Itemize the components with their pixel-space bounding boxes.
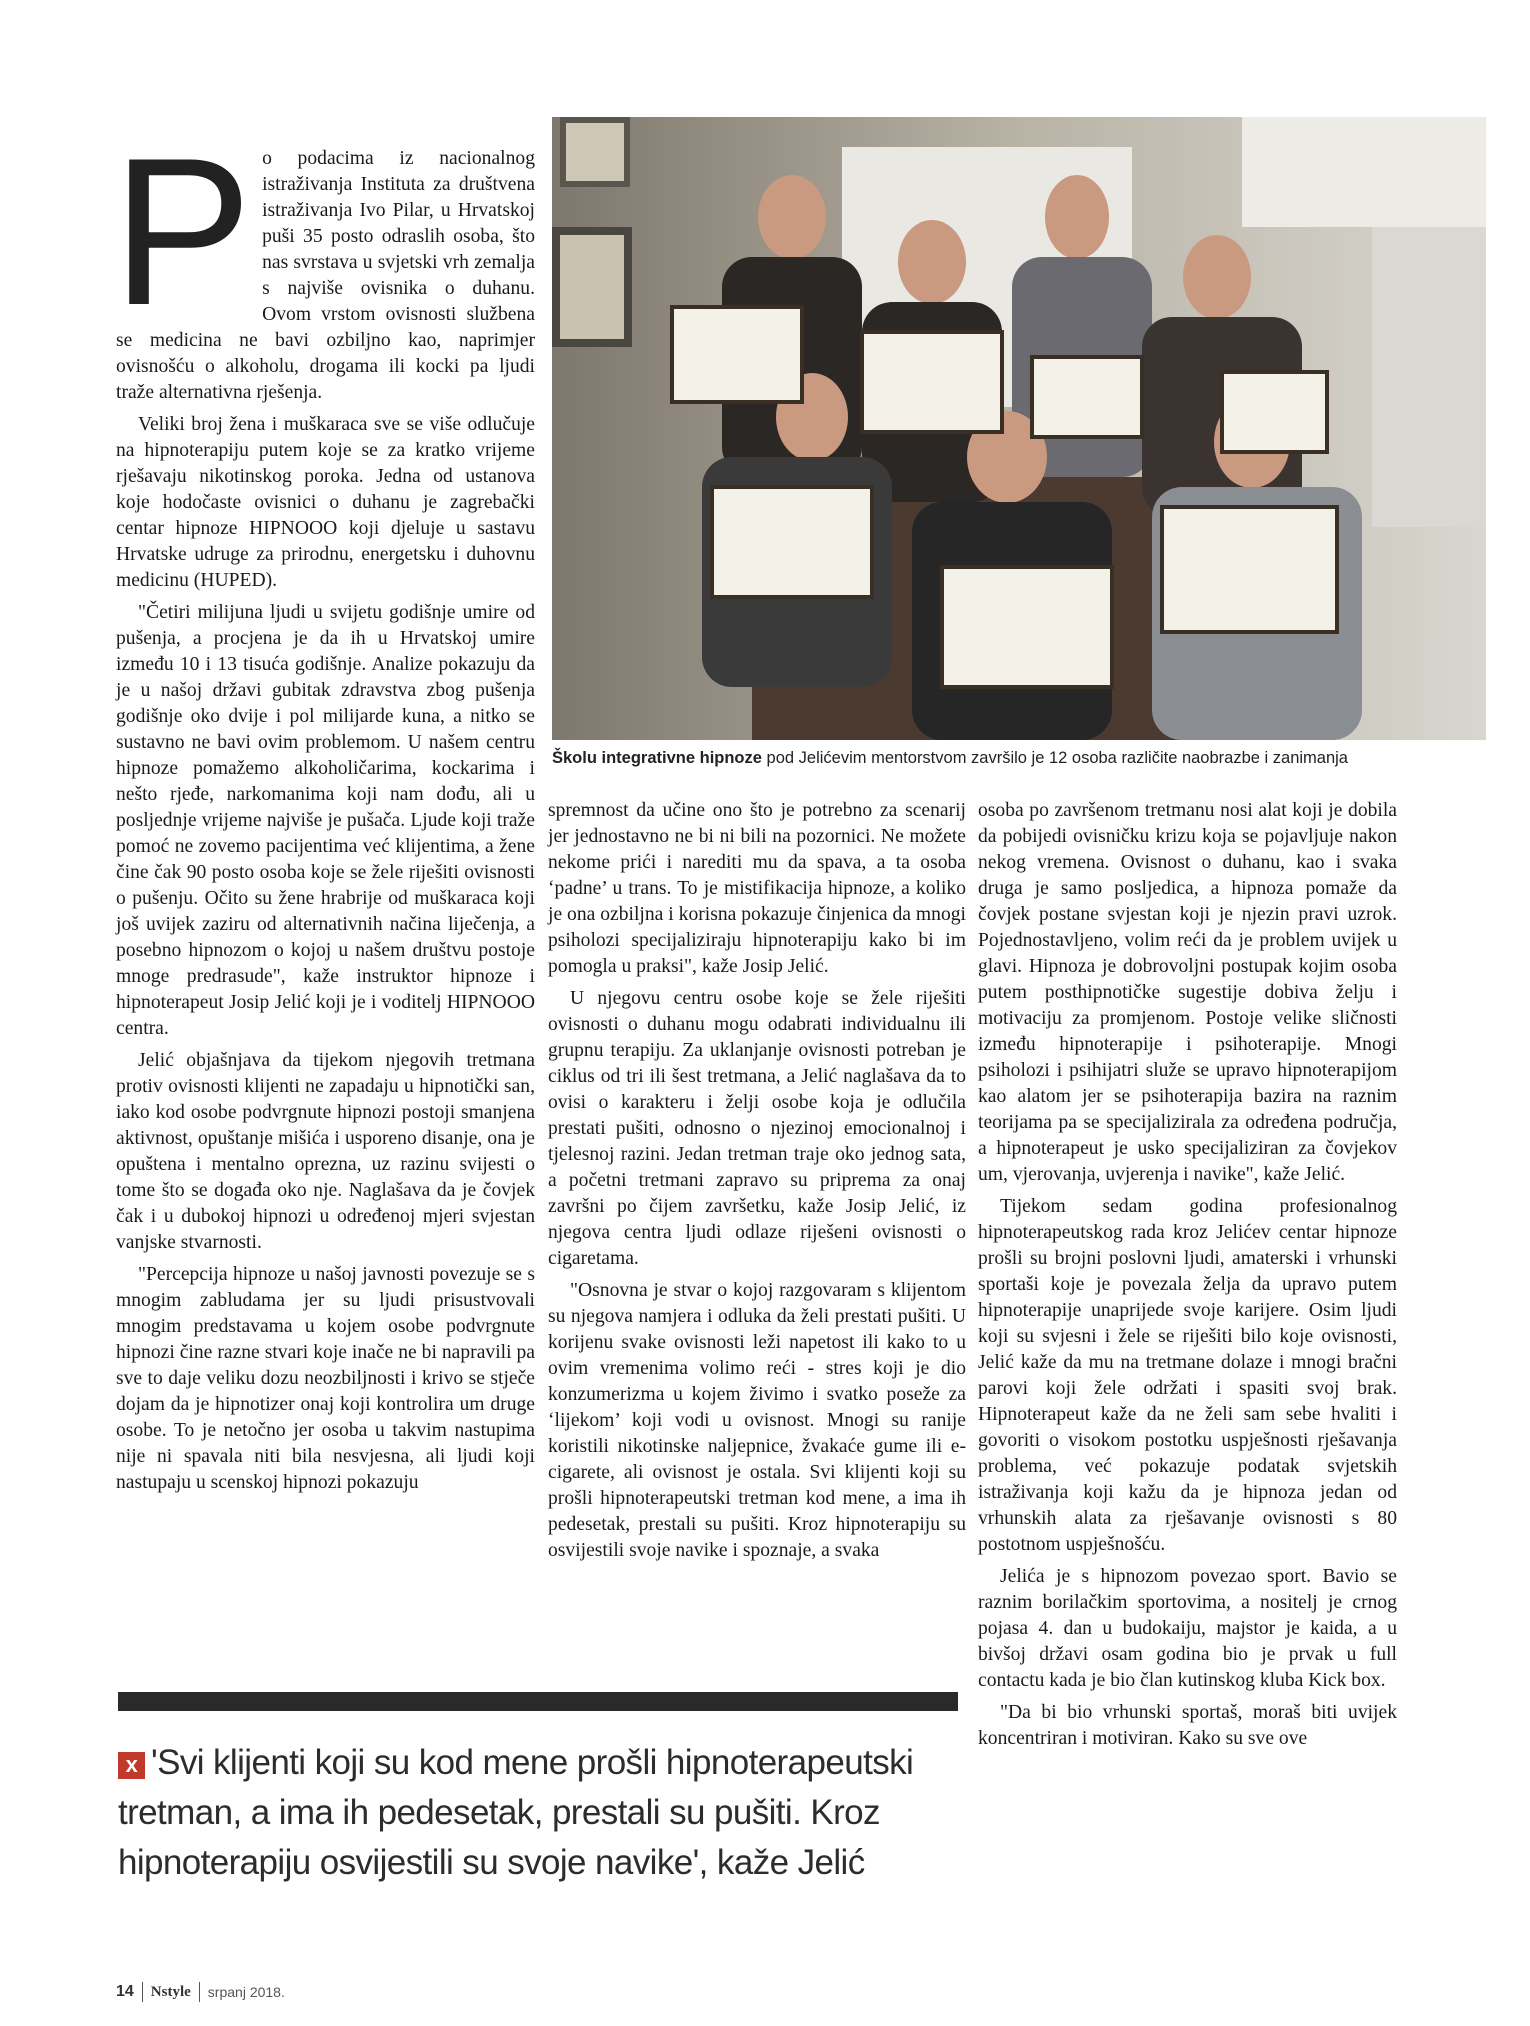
- page-footer: [116, 1981, 285, 2003]
- paragraph: "Da bi bio vrhunski sportaš, moraš biti uvijek koncentriran i motiviran. Kako su sve ove: [978, 1702, 1397, 1749]
- divider: [199, 1982, 200, 2002]
- page-number: 14: [116, 1983, 134, 2000]
- caption-bold: Školu integrativne hipnoze: [552, 749, 762, 767]
- article-column-2: [548, 798, 966, 1570]
- group-photo-with-certificates-icon: [552, 117, 1486, 740]
- issue-date: srpanj 2018.: [207, 1984, 285, 2000]
- paragraph: "Percepcija hipnoze u našoj javnosti povezuje se s mnogim zabludama jer su ljudi prisustvovali mnogim predstavama u kojem osobe podvrgnute hipnozi čine razne stvari koje inače ne bi napravili pa sve to daje veliku dozu neozbiljnosti i krivo se stječe dojam da je hipnotizer onaj koji kontrolira um druge osobe. To je netočno jer osoba u takvim nastupima nije ni spavala niti bila nesvjesna, ali ljudi koji nastupaju u scenskoj hipnozi pokazuju: [116, 1264, 535, 1493]
- paragraph: "Osnovna je stvar o kojoj razgovaram s klijentom su njegova namjera i odluka da želi prestati pušiti. U korijenu svake ovisnosti leži napetost ili kako to u ovim vremenima volimo reći - stres koji je dio konzumerizma u kojem živimo i svatko poseže za ‘lijekom’ koji vodi u ovisnost. Mnogi su ranije koristili nikotinske naljepnice, žvakaće gume ili e-cigarete, ali ovisnost je ostala. Svi klijenti koji su prošli hipnoterapeutski tretman kod mene, a ima ih pedesetak, prestali su pušiti. Kroz hipnoterapiju su osvijestili svoje navike i spoznaje, a svaka: [548, 1280, 966, 1561]
- paragraph: o podacima iz nacionalnog istraživanja Instituta za društvena istraživanja Ivo Pilar, u Hrvatskoj puši 35 posto odraslih osoba, što nas svrstava u svjetski vrh zemalja s najviše ovisnika o duhanu. Ovom vrstom ovisnosti službena se medicina ne bavi ozbiljno kao, naprimjer ovisnošću o alkoholu, drogama ili kocki pa ljudi traže alternativna rješenja.: [116, 148, 535, 403]
- paragraph: "Četiri milijuna ljudi u svijetu godišnje umire od pušenja, a procjena je da ih u Hrvatskoj umire između 10 i 13 tisuća godišnje. Analize pokazuju da je u našoj državi gubitak zdravstva zbog pušenja godišnje oko dvije i pol milijarde kuna, a nitko se sustavno ne bavi ovim problemom. U našem centru hipnoze pomažemo alkoholičarima, kockarima i nešto rjeđe, narkomanima koji nam dođu, ali u posljednje vrijeme najviše je pušača. Ljude koji traže pomoć ne zovemo pacijentima već klijentima, a žene čine čak 90 posto osoba koje se žele riješiti ovisnosti o pušenju. Očito su žene hrabrije od muškaraca koji još uvijek zaziru od alternativnih načina liječenja, a posebno hipnozom o kojoj u našem društvu postoje mnoge predrasude", kaže instruktor hipnoze i hipnoterapeut Josip Jelić koji je i voditelj HIPNOOO centra.: [116, 602, 535, 1039]
- paragraph: Jelića je s hipnozom povezao sport. Bavio se raznim borilačkim sportovima, a nositelj je crnog pojasa 4. dan u budokaiju, majstor je kaida, a u bivšoj državi osam godina bio je prvak u full contactu kada je bio član kutinskog kluba Kick box.: [978, 1566, 1397, 1691]
- article-column-1: [112, 114, 535, 1502]
- divider: [142, 1982, 143, 2002]
- paragraph: Jelić objašnjava da tijekom njegovih tretmana protiv ovisnosti klijenti ne zapadaju u hipnotički san, iako kod osobe podvrgnute hipnozi postoji smanjena aktivnost, opuštanje mišića i usporeno disanje, ona je opuštena i mentalno oprezna, uz razinu svijesti o tome što se događa oko nje. Naglašava da je čovjek čak i u dubokoj hipnozi u određenoj mjeri svjestan vanjske stvarnosti.: [116, 1050, 535, 1253]
- paragraph: U njegovu centru osobe koje se žele riješiti ovisnosti o duhanu mogu odabrati individualnu ili grupnu terapiju. Za uklanjanje ovisnosti potreban je ciklus od tri ili šest tretmana, a Jelić naglašava da to ovisi o karakteru i želji osobe koja je odlučila prestati pušiti, odnosno o njezinoj emocionalnoj i tjelesnoj razini. Jedan tretman traje oko jednog sata, a početni tretmani zapravo su priprema za onaj završni po čijem završetku, kaže Josip Jelić, iz njegova centra ljudi odlaze riješeni ovisnosti o cigaretama.: [548, 988, 966, 1269]
- paragraph: osoba po završenom tretmanu nosi alat koji je dobila da pobijedi ovisničku krizu koja se pojavljuje nakon nekog vremena. Ovisnost o duhanu, kao i svaka druga je samo posljedica, a hipnoza pomaže da čovjek postane svjestan koji je njezin pravi uzrok. Pojednostavljeno, volim reći da je problem uvijek u glavi. Hipnoza je dobrovoljni postupak kojim osoba putem posthipnotičke sugestije dobiva želju i motivaciju za promjenom. Postoje velike sličnosti između hipnoterapije i psihoterapije. Mnogi psiholozi i psihijatri služe se upravo hipnoterapijom kao alatom jer se psihoterapija bazira na raznim teorijama pa se specijalizirala za određena područja, a hipnoterapeut je usko specijaliziran za čovjekov um, vjerovanja, uvjerenja i navike", kaže Jelić.: [978, 800, 1397, 1185]
- paragraph: spremnost da učine ono što je potrebno za scenarij jer jednostavno ne bi ni bili na pozornici. Ne možete nekome prići i narediti mu da spava, a ta osoba ‘padne’ u trans. To je mistifikacija hipnoze, a koliko je ona ozbiljna i korisna pokazuje činjenica da mnogi psiholozi specijaliziraju hipnoterapiju kako bi im pomogla u praksi", kaže Josip Jelić.: [548, 800, 966, 977]
- pullquote-rule: [118, 1692, 958, 1711]
- paragraph: Veliki broj žena i muškaraca sve se više odlučuje na hipnoterapiju putem koje se za kratko vrijeme rješavaju nikotinskog poroka. Jedna od ustanova koje hodočaste ovisnici o duhanu je zagrebački centar hipnoze HIPNOOO koji djeluje u sastavu Hrvatske udruge za prirodnu, energetsku i duhovnu medicinu (HUPED).: [116, 414, 535, 591]
- group-photo: [552, 117, 1486, 740]
- magazine-logo: Nstyle: [150, 1983, 191, 2000]
- pullquote-text: 'Svi klijenti koji su kod mene prošli hipnoterapeutski tretman, a ima ih pedesetak, prestali su pušiti. Kroz hipnoterapiju osvijestili su svoje navike', kaže Jelić: [118, 1743, 914, 1882]
- drop-cap: P: [112, 114, 253, 349]
- pullquote: [118, 1738, 968, 1888]
- article-column-3: [978, 798, 1397, 1758]
- photo-caption: [552, 749, 1492, 768]
- pullquote-marker-icon: x: [118, 1752, 145, 1779]
- paragraph: Tijekom sedam godina profesionalnog hipnoterapeutskog rada kroz Jelićev centar hipnoze prošli su brojni poslovni ljudi, amaterski i vrhunski sportaši koje je povezala želja da upravo putem hipnoterapije unaprijede svoje karijere. Osim ljudi koji su svjesni i žele se riješiti bilo koje ovisnosti, Jelić kaže da mu na tretmane dolaze i mnogi bračni parovi koji žele održati i spasiti svoj brak. Hipnoterapeut kaže da ne želi sam sebe hvaliti i govoriti o visokom postotku uspješnosti rješavanja problema, već pokazuje podatak svjetskih istraživanja koji kažu da je hipnoza jedan od vrhunskih alata za rješavanje ovisnosti s 80 postotnom uspješnošću.: [978, 1196, 1397, 1555]
- caption-text: pod Jelićevim mentorstvom završilo je 12 osoba različite naobrazbe i zanimanja: [761, 749, 1348, 767]
